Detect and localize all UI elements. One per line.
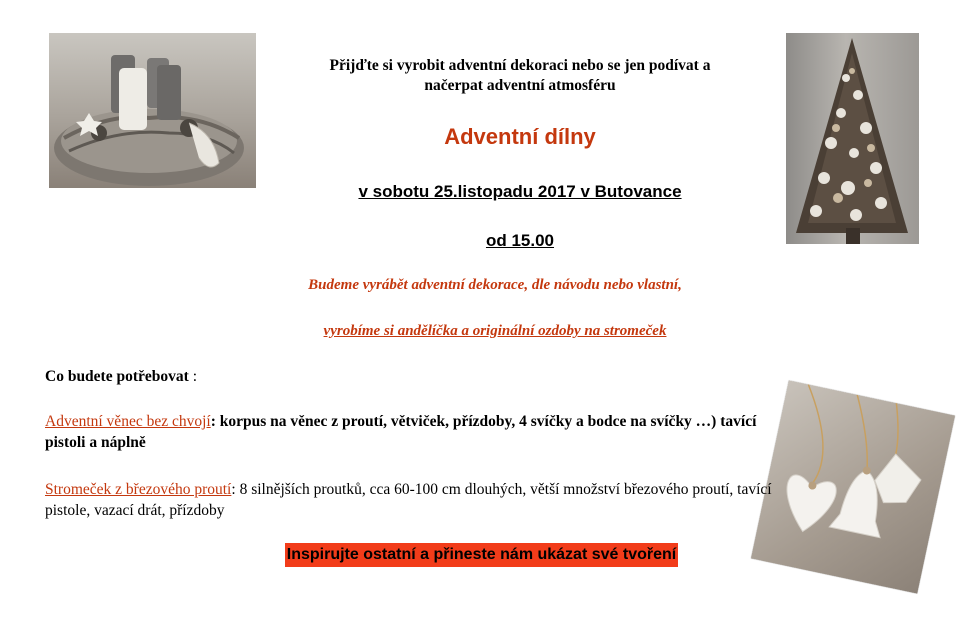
advent-wreath-illustration [49,33,256,188]
supply-item-description: korpus na věnec z proutí, větviček, přízdoby, 4 svíčky a bodce na svíčky …) tavící pistoli a náplně [45,413,757,451]
page-title: Adventní dílny [444,124,596,149]
christmas-tree-illustration [786,33,919,244]
needs-heading-colon: : [188,368,197,385]
needs-heading [45,368,197,386]
supply-item-tree [45,479,780,521]
event-date-text: v sobotu 25.listopadu 2017 v Butovance [358,182,682,201]
banner-container [0,543,963,567]
supply-item-wreath [45,411,780,453]
activity-line-2-text: vyrobíme si andělíčka a originální ozdoby na stromeček [323,323,667,339]
supply-item-title: Adventní věnec bez chvojí [45,413,211,430]
supply-item-colon: : [210,413,216,430]
supply-item-description: 8 silnějších proutků, cca 60-100 cm dlouhých, větší množství březového proutí, tavící pistole, vazací drát, přízdoby [45,481,772,519]
supply-item-colon: : [231,481,236,498]
call-to-action-banner: Inspirujte ostatní a přineste nám ukázat své tvoření [285,543,678,567]
intro-line-1: Přijďte si vyrobit adventní dekoraci nebo se jen podívat a [329,57,711,74]
needs-heading-label: Co budete potřebovat [45,368,189,385]
event-time [220,231,820,251]
event-date [220,182,820,202]
event-time-text: od 15.00 [485,231,555,250]
activity-line-1: Budeme vyrábět adventní dekorace, dle návodu nebo vlastní, [308,277,682,293]
christmas-tree-photo [786,33,919,244]
advent-wreath-photo [49,33,256,188]
supply-item-title: Stromeček z březového proutí [45,481,232,498]
activity-line-2 [150,323,840,340]
intro-text [270,56,770,96]
intro-line-2: načerpat adventní atmosféru [424,77,616,94]
